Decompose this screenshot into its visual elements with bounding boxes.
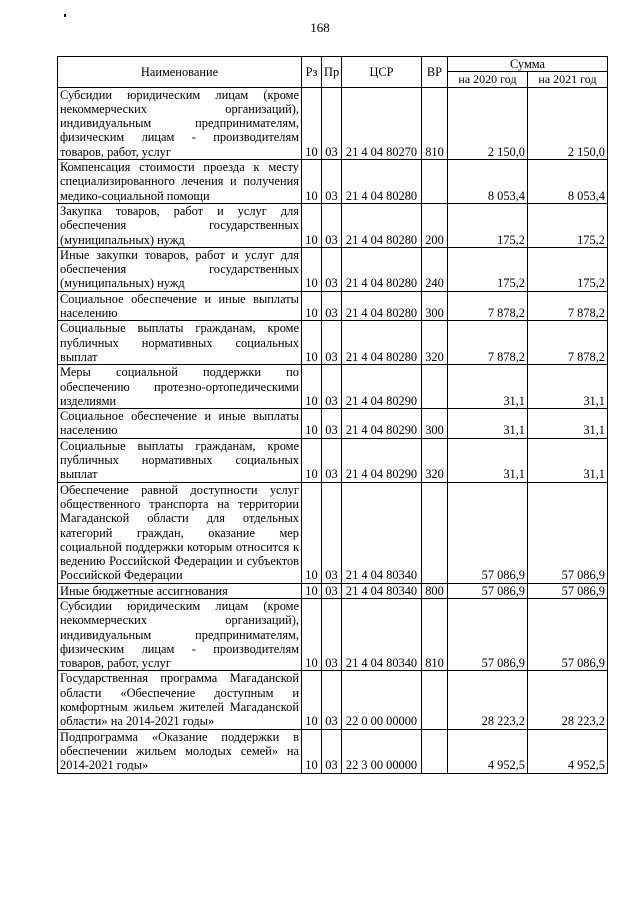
row-amount-2021: 31,1 [528,438,608,482]
table-row [58,247,608,291]
row-amount-2021: 7 878,2 [528,321,608,365]
row-csr: 21 4 04 80280 [342,160,422,204]
row-amount-2020: 57 086,9 [448,583,528,598]
header-year-2021: на 2021 год [528,72,608,87]
row-pr: 03 [322,365,342,409]
budget-table [57,56,608,774]
row-amount-2020: 7 878,2 [448,291,528,321]
row-name: Иные закупки товаров, работ и услуг для обеспечения государственных (муниципальных) нужд [58,247,302,291]
row-name: Меры социальной поддержки по обеспечению протезно-ортопедическими изделиями [58,365,302,409]
row-amount-2021: 7 878,2 [528,291,608,321]
row-csr: 21 4 04 80290 [342,438,422,482]
row-csr: 21 4 04 80290 [342,409,422,439]
row-rz: 10 [302,291,322,321]
row-name: Субсидии юридическим лицам (кроме некоммерческих организаций), индивидуальным предпринимателям, физическим лицам - производителям товаров, работ, услуг [58,87,302,159]
row-csr: 21 4 04 80280 [342,247,422,291]
row-csr: 21 4 04 80340 [342,583,422,598]
row-amount-2020: 31,1 [448,365,528,409]
row-amount-2021: 175,2 [528,203,608,247]
row-amount-2021: 31,1 [528,365,608,409]
row-amount-2020: 57 086,9 [448,482,528,583]
row-csr: 21 4 04 80290 [342,365,422,409]
row-vr: 810 [422,598,448,670]
row-amount-2020: 57 086,9 [448,598,528,670]
row-pr: 03 [322,482,342,583]
row-name: Субсидии юридическим лицам (кроме некоммерческих организаций), индивидуальным предпринимателям, физическим лицам - производителям товаров, работ, услуг [58,598,302,670]
row-name: Социальное обеспечение и иные выплаты населению [58,409,302,439]
row-pr: 03 [322,598,342,670]
row-pr: 03 [322,291,342,321]
row-amount-2020: 7 878,2 [448,321,528,365]
page-number: 168 [310,20,330,35]
row-amount-2021: 31,1 [528,409,608,439]
row-amount-2020: 31,1 [448,409,528,439]
row-amount-2020: 31,1 [448,438,528,482]
table-row [58,321,608,365]
row-vr: 800 [422,583,448,598]
table-row [58,409,608,439]
row-amount-2021: 28 223,2 [528,671,608,729]
row-name: Государственная программа Магаданской области «Обеспечение доступным и комфортным жильем жителей Магаданской области» на 2014-2021 годы» [58,671,302,729]
header-year-2020: на 2020 год [448,72,528,87]
table-row [58,160,608,204]
row-rz: 10 [302,482,322,583]
row-amount-2020: 2 150,0 [448,87,528,159]
header-vr: ВР [422,57,448,88]
table-row [58,438,608,482]
scan-mark [64,14,66,17]
row-rz: 10 [302,321,322,365]
row-vr: 300 [422,409,448,439]
row-rz: 10 [302,247,322,291]
row-amount-2021: 57 086,9 [528,598,608,670]
row-vr: 320 [422,321,448,365]
header-sum: Сумма [448,57,608,72]
row-name: Закупка товаров, работ и услуг для обеспечения государственных (муниципальных) нужд [58,203,302,247]
row-amount-2021: 4 952,5 [528,729,608,773]
row-pr: 03 [322,438,342,482]
row-vr [422,671,448,729]
row-csr: 21 4 04 80270 [342,87,422,159]
row-rz: 10 [302,160,322,204]
table-row [58,671,608,729]
table-row [58,365,608,409]
table-row [58,482,608,583]
row-rz: 10 [302,87,322,159]
row-name: Социальное обеспечение и иные выплаты населению [58,291,302,321]
row-vr [422,160,448,204]
row-rz: 10 [302,203,322,247]
row-pr: 03 [322,87,342,159]
row-csr: 21 4 04 80280 [342,291,422,321]
row-amount-2021: 175,2 [528,247,608,291]
table-row [58,291,608,321]
row-csr: 22 0 00 00000 [342,671,422,729]
header-csr: ЦСР [342,57,422,88]
row-pr: 03 [322,160,342,204]
row-name: Компенсация стоимости проезда к месту специализированного лечения и получения медико-социальной помощи [58,160,302,204]
row-rz: 10 [302,598,322,670]
row-rz: 10 [302,438,322,482]
row-csr: 22 3 00 00000 [342,729,422,773]
row-rz: 10 [302,671,322,729]
row-vr: 810 [422,87,448,159]
table-row [58,598,608,670]
row-csr: 21 4 04 80340 [342,598,422,670]
row-amount-2021: 8 053,4 [528,160,608,204]
row-amount-2020: 4 952,5 [448,729,528,773]
row-rz: 10 [302,409,322,439]
row-pr: 03 [322,671,342,729]
row-name: Иные бюджетные ассигнования [58,583,302,598]
row-vr [422,482,448,583]
row-pr: 03 [322,203,342,247]
row-amount-2021: 2 150,0 [528,87,608,159]
row-vr: 200 [422,203,448,247]
row-amount-2020: 175,2 [448,203,528,247]
table-row [58,729,608,773]
table-row [58,203,608,247]
row-name: Подпрограмма «Оказание поддержки в обеспечении жильем молодых семей» на 2014-2021 годы» [58,729,302,773]
row-csr: 21 4 04 80280 [342,321,422,365]
row-amount-2020: 8 053,4 [448,160,528,204]
row-vr [422,365,448,409]
row-vr: 240 [422,247,448,291]
row-pr: 03 [322,583,342,598]
row-pr: 03 [322,321,342,365]
row-vr: 300 [422,291,448,321]
row-rz: 10 [302,583,322,598]
row-amount-2020: 28 223,2 [448,671,528,729]
header-name: Наименование [58,57,302,88]
row-name: Обеспечение равной доступности услуг общественного транспорта на территории Магаданской области для отдельных категорий граждан, оказание мер социальной поддержки которым относится к ведению Российской Федерации и субъектов Российской Федерации [58,482,302,583]
row-name: Социальные выплаты гражданам, кроме публичных нормативных социальных выплат [58,321,302,365]
row-name: Социальные выплаты гражданам, кроме публичных нормативных социальных выплат [58,438,302,482]
row-amount-2021: 57 086,9 [528,482,608,583]
row-pr: 03 [322,247,342,291]
row-amount-2021: 57 086,9 [528,583,608,598]
header-pr: Пр [322,57,342,88]
row-csr: 21 4 04 80280 [342,203,422,247]
row-rz: 10 [302,365,322,409]
header-rz: Рз [302,57,322,88]
table-row [58,87,608,159]
row-vr [422,729,448,773]
table-row [58,583,608,598]
row-vr: 320 [422,438,448,482]
header-row [58,57,608,72]
row-pr: 03 [322,409,342,439]
row-rz: 10 [302,729,322,773]
row-csr: 21 4 04 80340 [342,482,422,583]
row-amount-2020: 175,2 [448,247,528,291]
row-pr: 03 [322,729,342,773]
